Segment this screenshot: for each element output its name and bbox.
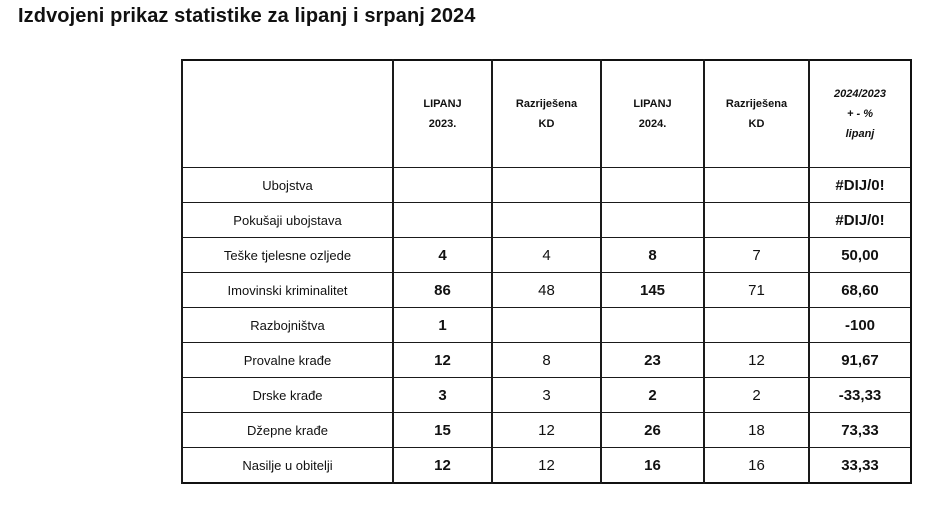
table-row [182,343,911,378]
header-change-percent [809,60,911,168]
header-line: 2024. [638,118,667,130]
row-label: Ubojstva [182,168,393,203]
header-line: lipanj [845,128,875,140]
cell-razrijesena-2023: 12 [492,413,601,448]
cell-lipanj-2023 [393,203,492,238]
header-line: 2023. [428,118,457,130]
cell-lipanj-2023: 3 [393,378,492,413]
cell-razrijesena-2023 [492,203,601,238]
table-row [182,168,911,203]
cell-lipanj-2024: 145 [601,273,704,308]
header-lipanj-2023 [393,60,492,168]
cell-lipanj-2024 [601,203,704,238]
header-line: + - % [847,108,873,120]
cell-razrijesena-2023: 48 [492,273,601,308]
row-label: Razbojništva [182,308,393,343]
cell-lipanj-2023: 12 [393,448,492,484]
header-line: LIPANJ [423,98,462,110]
header-razrijesena-2024 [704,60,809,168]
row-label: Nasilje u obitelji [182,448,393,484]
cell-change-percent: -33,33 [809,378,911,413]
cell-change-percent: 68,60 [809,273,911,308]
cell-change-percent: 33,33 [809,448,911,484]
table-row [182,448,911,484]
cell-lipanj-2024: 16 [601,448,704,484]
table-row [182,378,911,413]
cell-lipanj-2023: 4 [393,238,492,273]
cell-razrijesena-2024 [704,308,809,343]
cell-change-percent: 50,00 [809,238,911,273]
cell-razrijesena-2023: 12 [492,448,601,484]
cell-lipanj-2024: 8 [601,238,704,273]
header-line: Razriješena [515,98,578,110]
table-row [182,308,911,343]
header-line: Razriješena [725,98,788,110]
cell-lipanj-2023: 12 [393,343,492,378]
row-label: Provalne krađe [182,343,393,378]
cell-razrijesena-2024: 2 [704,378,809,413]
page-title: Izdvojeni prikaz statistike za lipanj i srpanj 2024 [18,5,476,27]
row-label: Drske krađe [182,378,393,413]
header-blank-cell [182,60,393,168]
cell-razrijesena-2024 [704,203,809,238]
table-header-row [182,60,911,168]
header-line: KD [748,118,765,130]
table-row [182,413,911,448]
row-label: Pokušaji ubojstava [182,203,393,238]
cell-razrijesena-2024: 7 [704,238,809,273]
cell-change-percent: #DIJ/0! [809,168,911,203]
statistics-table [181,59,912,484]
cell-razrijesena-2024: 18 [704,413,809,448]
cell-razrijesena-2023: 4 [492,238,601,273]
header-lipanj-2024 [601,60,704,168]
header-line: LIPANJ [633,98,672,110]
cell-razrijesena-2023: 3 [492,378,601,413]
cell-lipanj-2023 [393,168,492,203]
cell-lipanj-2023: 1 [393,308,492,343]
row-label: Teške tjelesne ozljede [182,238,393,273]
cell-change-percent: -100 [809,308,911,343]
cell-lipanj-2024 [601,308,704,343]
header-line: 2024/2023 [834,88,886,100]
cell-razrijesena-2024: 12 [704,343,809,378]
cell-lipanj-2024: 26 [601,413,704,448]
cell-razrijesena-2023 [492,308,601,343]
cell-change-percent: #DIJ/0! [809,203,911,238]
table-row [182,203,911,238]
table-row [182,273,911,308]
row-label: Džepne krađe [182,413,393,448]
header-line: KD [538,118,555,130]
row-label: Imovinski kriminalitet [182,273,393,308]
cell-razrijesena-2024: 71 [704,273,809,308]
cell-lipanj-2023: 15 [393,413,492,448]
table-row [182,238,911,273]
cell-lipanj-2024 [601,168,704,203]
cell-change-percent: 73,33 [809,413,911,448]
cell-razrijesena-2023 [492,168,601,203]
cell-change-percent: 91,67 [809,343,911,378]
cell-lipanj-2024: 23 [601,343,704,378]
cell-razrijesena-2023: 8 [492,343,601,378]
cell-razrijesena-2024: 16 [704,448,809,484]
cell-lipanj-2023: 86 [393,273,492,308]
cell-razrijesena-2024 [704,168,809,203]
header-razrijesena-2023 [492,60,601,168]
cell-lipanj-2024: 2 [601,378,704,413]
